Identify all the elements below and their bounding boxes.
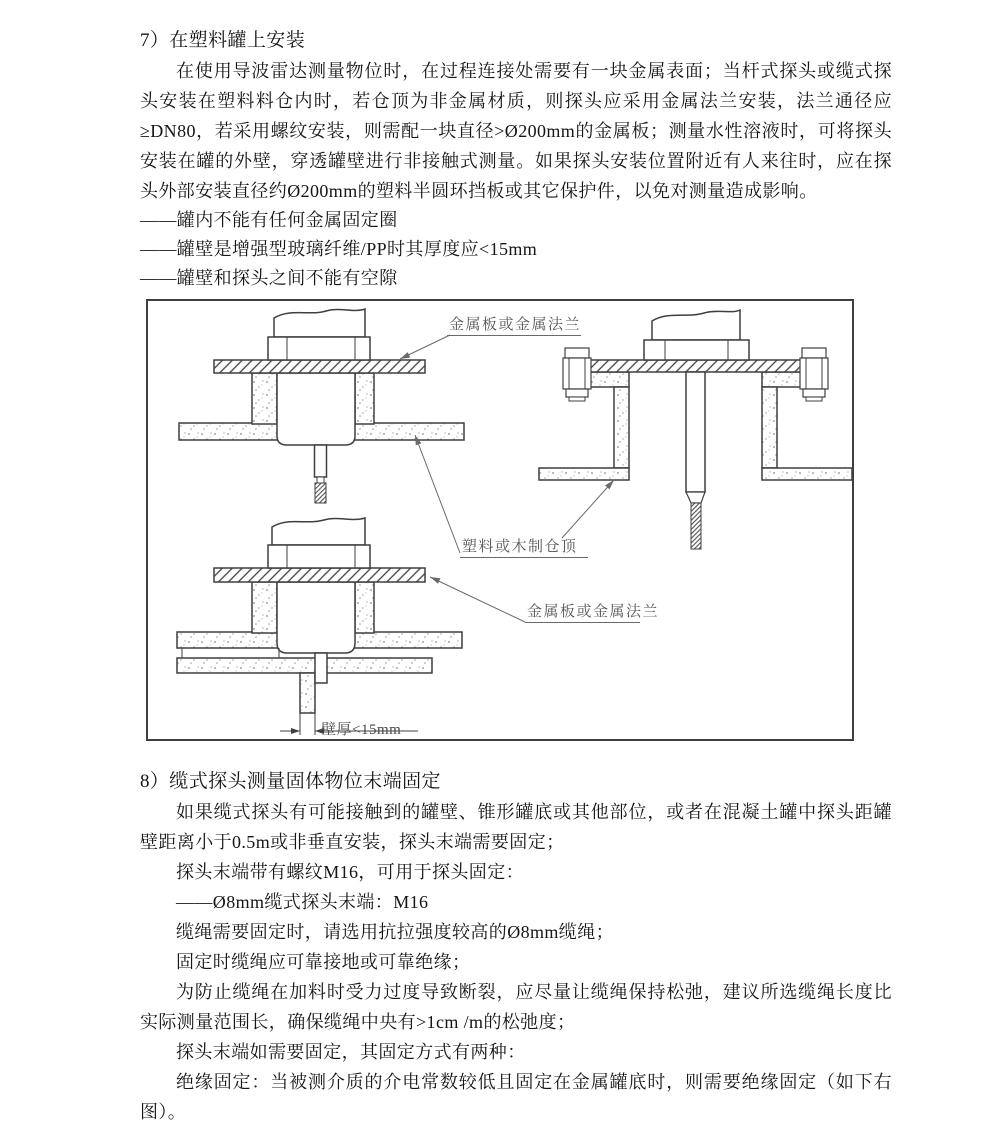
figure-bottom-left-through-wall: [177, 518, 462, 735]
figure-label-metal-plate-bottom: 金属板或金属法兰: [527, 604, 660, 620]
note-no-gap: ——罐壁和探头之间不能有空隙: [140, 268, 398, 288]
section8-line-two-methods: 探头末端如需要固定，其固定方式有两种：: [176, 1042, 526, 1062]
figure-label-wall-thickness: 壁厚<15mm: [321, 722, 402, 738]
section7-notes: [140, 206, 892, 293]
note-metal-ring: ——罐内不能有任何金属固定圈: [140, 210, 398, 230]
section7-heading: 7）在塑料罐上安装: [140, 30, 306, 51]
figure-top-left-threaded-mount: [179, 309, 464, 503]
figure-right-flange-mount: [539, 310, 852, 549]
section7-paragraph: 在使用导波雷达测量物位时，在过程连接处需要有一块金属表面；当杆式探头或缆式探头安装在塑料料仓内时，若仓顶为非金属材质，则探头应采用金属法兰安装，法兰通径应≥DN80，若采用螺纹安装，则需配一块直径>Ø200mm的金属板；测量水性溶液时，可将探头安装在罐的外壁，穿透罐壁进行非接触式测量。如果探头安装位置附近有人来往时，应在探头外部安装直径约Ø200mm的塑料半圆环挡板或其它保护件，以免对测量造成影响。: [140, 61, 892, 201]
installation-diagram: [148, 301, 852, 739]
figure-label-plastic-roof: 塑料或木制仓顶: [462, 539, 578, 555]
figure-label-metal-plate-top: 金属板或金属法兰: [449, 317, 582, 333]
section8-line-insulated-fixing: 绝缘固定：当被测介质的介电常数较低且固定在金属罐底时，则需要绝缘固定（如下右图）。: [140, 1072, 892, 1122]
section8-line-grounding: 固定时缆绳应可靠接地或可靠绝缘；: [176, 952, 471, 972]
installation-figure: [146, 299, 854, 741]
note-wall-thickness: ——罐壁是增强型玻璃纤维/PP时其厚度应<15mm: [140, 239, 538, 259]
section8-heading: 8）缆式探头测量固体物位末端固定: [140, 771, 441, 792]
section8-line-thread-m16: 探头末端带有螺纹M16，可用于探头固定：: [176, 862, 525, 882]
document-page: [140, 0, 892, 1127]
section8-line-cable-strength: 缆绳需要固定时，请选用抗拉强度较高的Ø8mm缆绳；: [176, 922, 614, 942]
section8-paragraph-slack: 为防止缆绳在加料时受力过度导致断裂，应尽量让缆绳保持松弛，建议所选缆绳长度比实际测量范围长，确保缆绳中央有>1cm /m的松弛度；: [140, 982, 892, 1032]
section8-paragraph-fixing-conditions: 如果缆式探头有可能接触到的罐壁、锥形罐底或其他部位，或者在混凝土罐中探头距罐壁距离小于0.5m或非垂直安装，探头末端需要固定；: [140, 802, 892, 852]
section8-line-cable-end-m16: ——Ø8mm缆式探头末端：M16: [176, 892, 429, 912]
